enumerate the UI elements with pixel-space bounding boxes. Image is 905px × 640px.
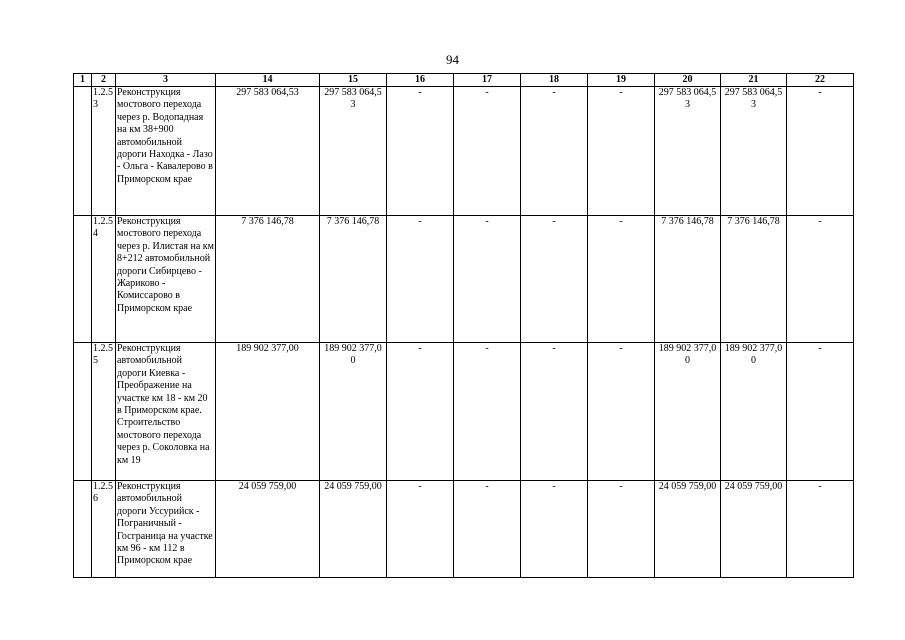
cell-col-19: -: [588, 481, 655, 578]
cell-item-number: 1.2.5 6: [92, 481, 116, 578]
cell-col-14: 7 376 146,78: [216, 216, 320, 343]
cell-col-17: -: [454, 343, 521, 481]
cell-col-16: -: [387, 343, 454, 481]
table-row: [74, 216, 854, 343]
cell-col-21: 189 902 377,0 0: [721, 343, 787, 481]
cell-col-15: 297 583 064,5 3: [320, 87, 387, 216]
cell-col-22: -: [787, 87, 854, 216]
cell-col-16: -: [387, 216, 454, 343]
cell-col-1: [74, 87, 92, 216]
cell-col-22: -: [787, 481, 854, 578]
col-header-20: 20: [655, 74, 721, 87]
col-header-19: 19: [588, 74, 655, 87]
cell-col-20: 24 059 759,00: [655, 481, 721, 578]
cell-col-18: -: [521, 87, 588, 216]
cell-col-14: 24 059 759,00: [216, 481, 320, 578]
col-header-1: 1: [74, 74, 92, 87]
cell-col-16: -: [387, 87, 454, 216]
cell-project-name: Реконструкция мостового перехода через р. Илистая на км 8+212 автомобильной дороги Сибирцево - Жариково - Комиссарово в Приморском крае: [116, 216, 216, 343]
col-header-15: 15: [320, 74, 387, 87]
cell-col-18: -: [521, 343, 588, 481]
cell-project-name: Реконструкция автомобильной дороги Киевка - Преображение на участке км 18 - км 20 в Приморском крае. Строительство мостового перехода через р. Соколовка на км 19: [116, 343, 216, 481]
cell-col-20: 7 376 146,78: [655, 216, 721, 343]
cell-col-14: 189 902 377,00: [216, 343, 320, 481]
cell-col-22: -: [787, 343, 854, 481]
table-row: [74, 481, 854, 578]
col-header-14: 14: [216, 74, 320, 87]
cell-col-19: -: [588, 343, 655, 481]
col-header-18: 18: [521, 74, 588, 87]
budget-table: [73, 73, 854, 578]
col-header-22: 22: [787, 74, 854, 87]
cell-col-1: [74, 216, 92, 343]
page-number: 94: [446, 52, 459, 67]
cell-col-18: -: [521, 216, 588, 343]
cell-col-14: 297 583 064,53: [216, 87, 320, 216]
cell-col-21: 7 376 146,78: [721, 216, 787, 343]
cell-project-name: Реконструкция мостового перехода через р. Водопадная на км 38+900 автомобильной дороги Находка - Лазо - Ольга - Кавалерово в Приморском крае: [116, 87, 216, 216]
col-header-21: 21: [721, 74, 787, 87]
cell-col-15: 24 059 759,00: [320, 481, 387, 578]
col-header-2: 2: [92, 74, 116, 87]
table-row: [74, 87, 854, 216]
cell-col-20: 189 902 377,0 0: [655, 343, 721, 481]
cell-col-1: [74, 481, 92, 578]
cell-col-1: [74, 343, 92, 481]
cell-item-number: 1.2.5 4: [92, 216, 116, 343]
cell-col-17: -: [454, 216, 521, 343]
cell-col-19: -: [588, 216, 655, 343]
table-row: [74, 343, 854, 481]
col-header-16: 16: [387, 74, 454, 87]
cell-col-15: 189 902 377,0 0: [320, 343, 387, 481]
cell-col-17: -: [454, 481, 521, 578]
cell-col-22: -: [787, 216, 854, 343]
cell-col-16: -: [387, 481, 454, 578]
col-header-3: 3: [116, 74, 216, 87]
header-row: [74, 74, 854, 87]
cell-col-19: -: [588, 87, 655, 216]
col-header-17: 17: [454, 74, 521, 87]
cell-col-17: -: [454, 87, 521, 216]
cell-col-20: 297 583 064,5 3: [655, 87, 721, 216]
cell-col-15: 7 376 146,78: [320, 216, 387, 343]
cell-item-number: 1.2.5 3: [92, 87, 116, 216]
cell-col-18: -: [521, 481, 588, 578]
cell-col-21: 297 583 064,5 3: [721, 87, 787, 216]
cell-item-number: 1.2.5 5: [92, 343, 116, 481]
cell-project-name: Реконструкция автомобильной дороги Уссурийск - Пограничный - Госграница на участке км 96 - км 112 в Приморском крае: [116, 481, 216, 578]
cell-col-21: 24 059 759,00: [721, 481, 787, 578]
